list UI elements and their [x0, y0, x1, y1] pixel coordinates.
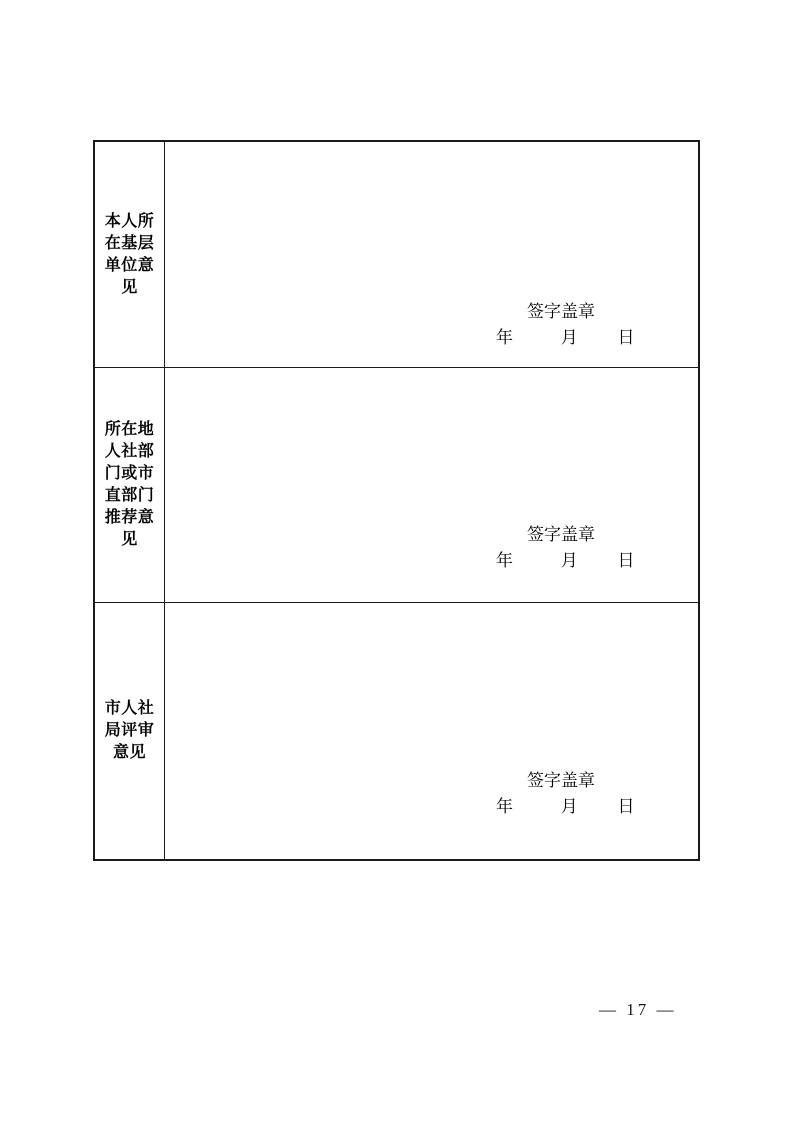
row-label-line: 见	[121, 278, 138, 296]
row-label-line: 人社部	[104, 443, 155, 460]
signature-block	[496, 299, 635, 351]
day-label: 日	[617, 328, 635, 347]
year-label: 年	[496, 328, 513, 347]
row-label	[105, 211, 155, 299]
row-label-line: 单位意	[104, 256, 155, 274]
row-label-line: 意见	[112, 744, 146, 761]
signature-seal-label: 签字盖章	[527, 302, 595, 321]
row-label-line: 本人所	[104, 212, 155, 230]
table-row-unit-opinion	[95, 142, 698, 368]
row-label-line: 推荐意	[104, 509, 155, 526]
row-label-line: 见	[121, 531, 138, 548]
opinion-content-cell	[165, 142, 698, 367]
date-line	[496, 548, 635, 574]
row-label-cell	[95, 142, 165, 367]
row-label-line: 所在地	[104, 421, 155, 438]
date-line	[496, 794, 635, 820]
opinion-content-cell	[165, 603, 698, 859]
row-label-line: 市人社	[104, 700, 155, 717]
day-label: 日	[617, 797, 635, 816]
row-label-cell	[95, 368, 165, 602]
table-row-review-opinion	[95, 603, 698, 859]
row-label	[105, 419, 155, 551]
row-label-line: 在基层	[104, 234, 155, 252]
row-label-line: 局评审	[104, 722, 155, 739]
row-label-line: 门或市	[104, 465, 155, 482]
row-label-line: 直部门	[104, 487, 155, 504]
row-label-cell	[95, 603, 165, 859]
date-line	[496, 325, 635, 351]
month-label: 月	[560, 328, 578, 347]
signature-block	[496, 522, 635, 574]
month-label: 月	[560, 797, 578, 816]
year-label: 年	[496, 797, 513, 816]
signature-block	[496, 768, 635, 820]
signature-seal-label: 签字盖章	[527, 771, 595, 790]
signature-seal-label: 签字盖章	[527, 525, 595, 544]
row-label	[105, 698, 155, 764]
opinion-content-cell	[165, 368, 698, 602]
table-row-recommendation-opinion	[95, 368, 698, 603]
approval-opinion-table	[93, 140, 700, 861]
year-label: 年	[496, 551, 513, 570]
page-number: — 17 —	[599, 1000, 677, 1019]
day-label: 日	[617, 551, 635, 570]
month-label: 月	[560, 551, 578, 570]
